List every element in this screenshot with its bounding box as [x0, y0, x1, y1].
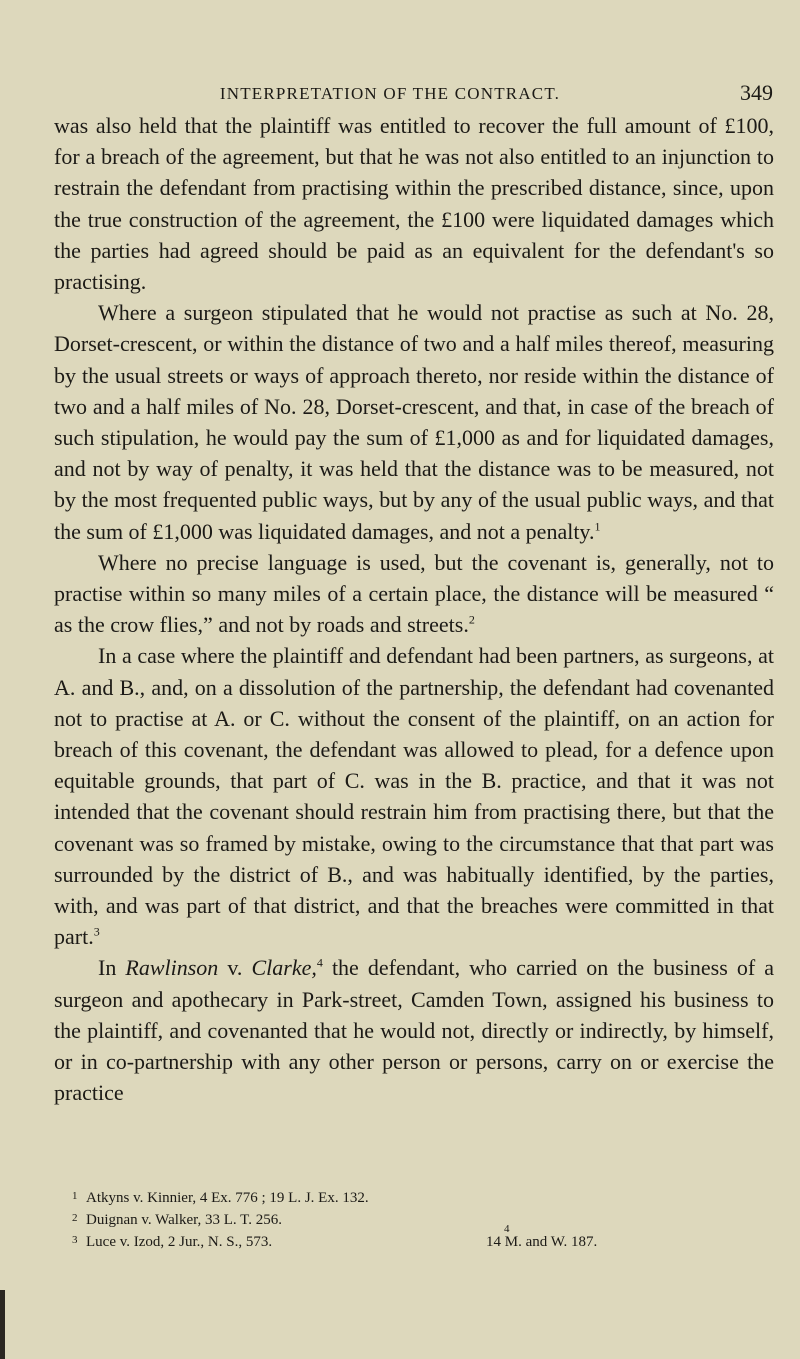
footnote-text: Luce v. Izod, 2 Jur., N. S., 573.: [86, 1234, 273, 1250]
paragraph-text: was also held that the plaintiff was entitled to recover the full amount of £100, for a breach of the agreement, but that he was not also entitled to an injunction to restrain the defendant from practising within the prescribed distance, since, upon the true construction of the agreement, the £100 were liquidated damages which the parties had agreed should be paid as an equivalent for the defendant's so practising.: [54, 113, 774, 295]
footnote-ref: 3: [93, 924, 100, 939]
paragraph-text: the defendant, who carried on the business of a surgeon and apothecary in Park-street, Camden Town, assigned his business to the plaintiff, and covenanted that he would not, directly or indirectly, by himself, or in co-partnership with any other person or persons, carry on or exercise the practice: [54, 955, 775, 1106]
case-name: Rawlinson: [125, 955, 219, 981]
footnote-ref: 2: [468, 612, 475, 627]
paragraph: [54, 297, 774, 547]
paragraph-text: In a case where the plaintiff and defendant had been partners, as surgeons, at A. and B., and, on a dissolution of the partnership, the defendant had covenanted not to practise at A. or C. without the consent of the plaintiff, on an action for breach of this covenant, the defendant was allowed to plead, for a defence upon equitable grounds, that part of C. was in the B. practice, and that it was not intended that the covenant should restrain him from practising there, but that the covenant was so framed by mistake, owing to the circumstance that that part was surrounded by the district of B., and was habitually identified, by the parties, with, and was part of that district, and that the breaches were committed in that part.: [54, 643, 774, 950]
footnote: [54, 1187, 774, 1209]
running-title: INTERPRETATION OF THE CONTRACT.: [219, 84, 561, 103]
page-edge-shadow: [0, 1290, 5, 1359]
paragraph-text: Where no precise language is used, but the covenant is, generally, not to practise within so many miles of a certain place, the distance will be measured “ as the crow flies,” and not by roads and streets.: [54, 549, 774, 638]
paragraph: [54, 952, 774, 1108]
footnote-mark: 2: [72, 1212, 78, 1224]
footnotes: [54, 1187, 774, 1253]
footnote-ref: 1: [594, 519, 601, 534]
footnote: 4 14 M. and W. 187.: [486, 1223, 598, 1250]
page-number: 349: [740, 80, 773, 105]
paragraph: [54, 110, 774, 297]
footnote-text: Duignan v. Walker, 33 L. T. 256.: [86, 1212, 282, 1228]
footnote-text: 14 M. and W. 187.: [486, 1234, 598, 1250]
footnote-text: Atkyns v. Kinnier, 4 Ex. 776 ; 19 L. J. Ex. 132.: [86, 1190, 369, 1206]
footnote: [54, 1209, 774, 1231]
body-text: [54, 110, 774, 1109]
case-connector: v.: [218, 955, 252, 981]
paragraph-text: Where a surgeon stipulated that he would not practise as such at No. 28, Dorset-crescent, or within the distance of two and a half miles thereof, measuring by the usual streets or ways of approach thereto, nor reside within the distance of two and a half miles of No. 28, Dorset-crescent, and that, in case of the breach of such stipulation, he would pay the sum of £1,000 as and for liquidated damages, and not by way of penalty, it was held that the distance was to be measured, not by the most frequented public ways, but by any of the usual public ways, and that the sum of £1,000 was liquidated damages, and not a penalty.: [54, 300, 774, 544]
footnote-mark: 3: [72, 1234, 78, 1246]
footnote-ref: 4: [316, 956, 323, 971]
paragraph: [54, 547, 774, 641]
case-name: Clarke,: [251, 955, 317, 981]
paragraph-lead: In: [98, 955, 126, 981]
paragraph: [54, 640, 774, 952]
footnote-mark: 1: [72, 1190, 78, 1202]
footnote: [54, 1223, 774, 1253]
